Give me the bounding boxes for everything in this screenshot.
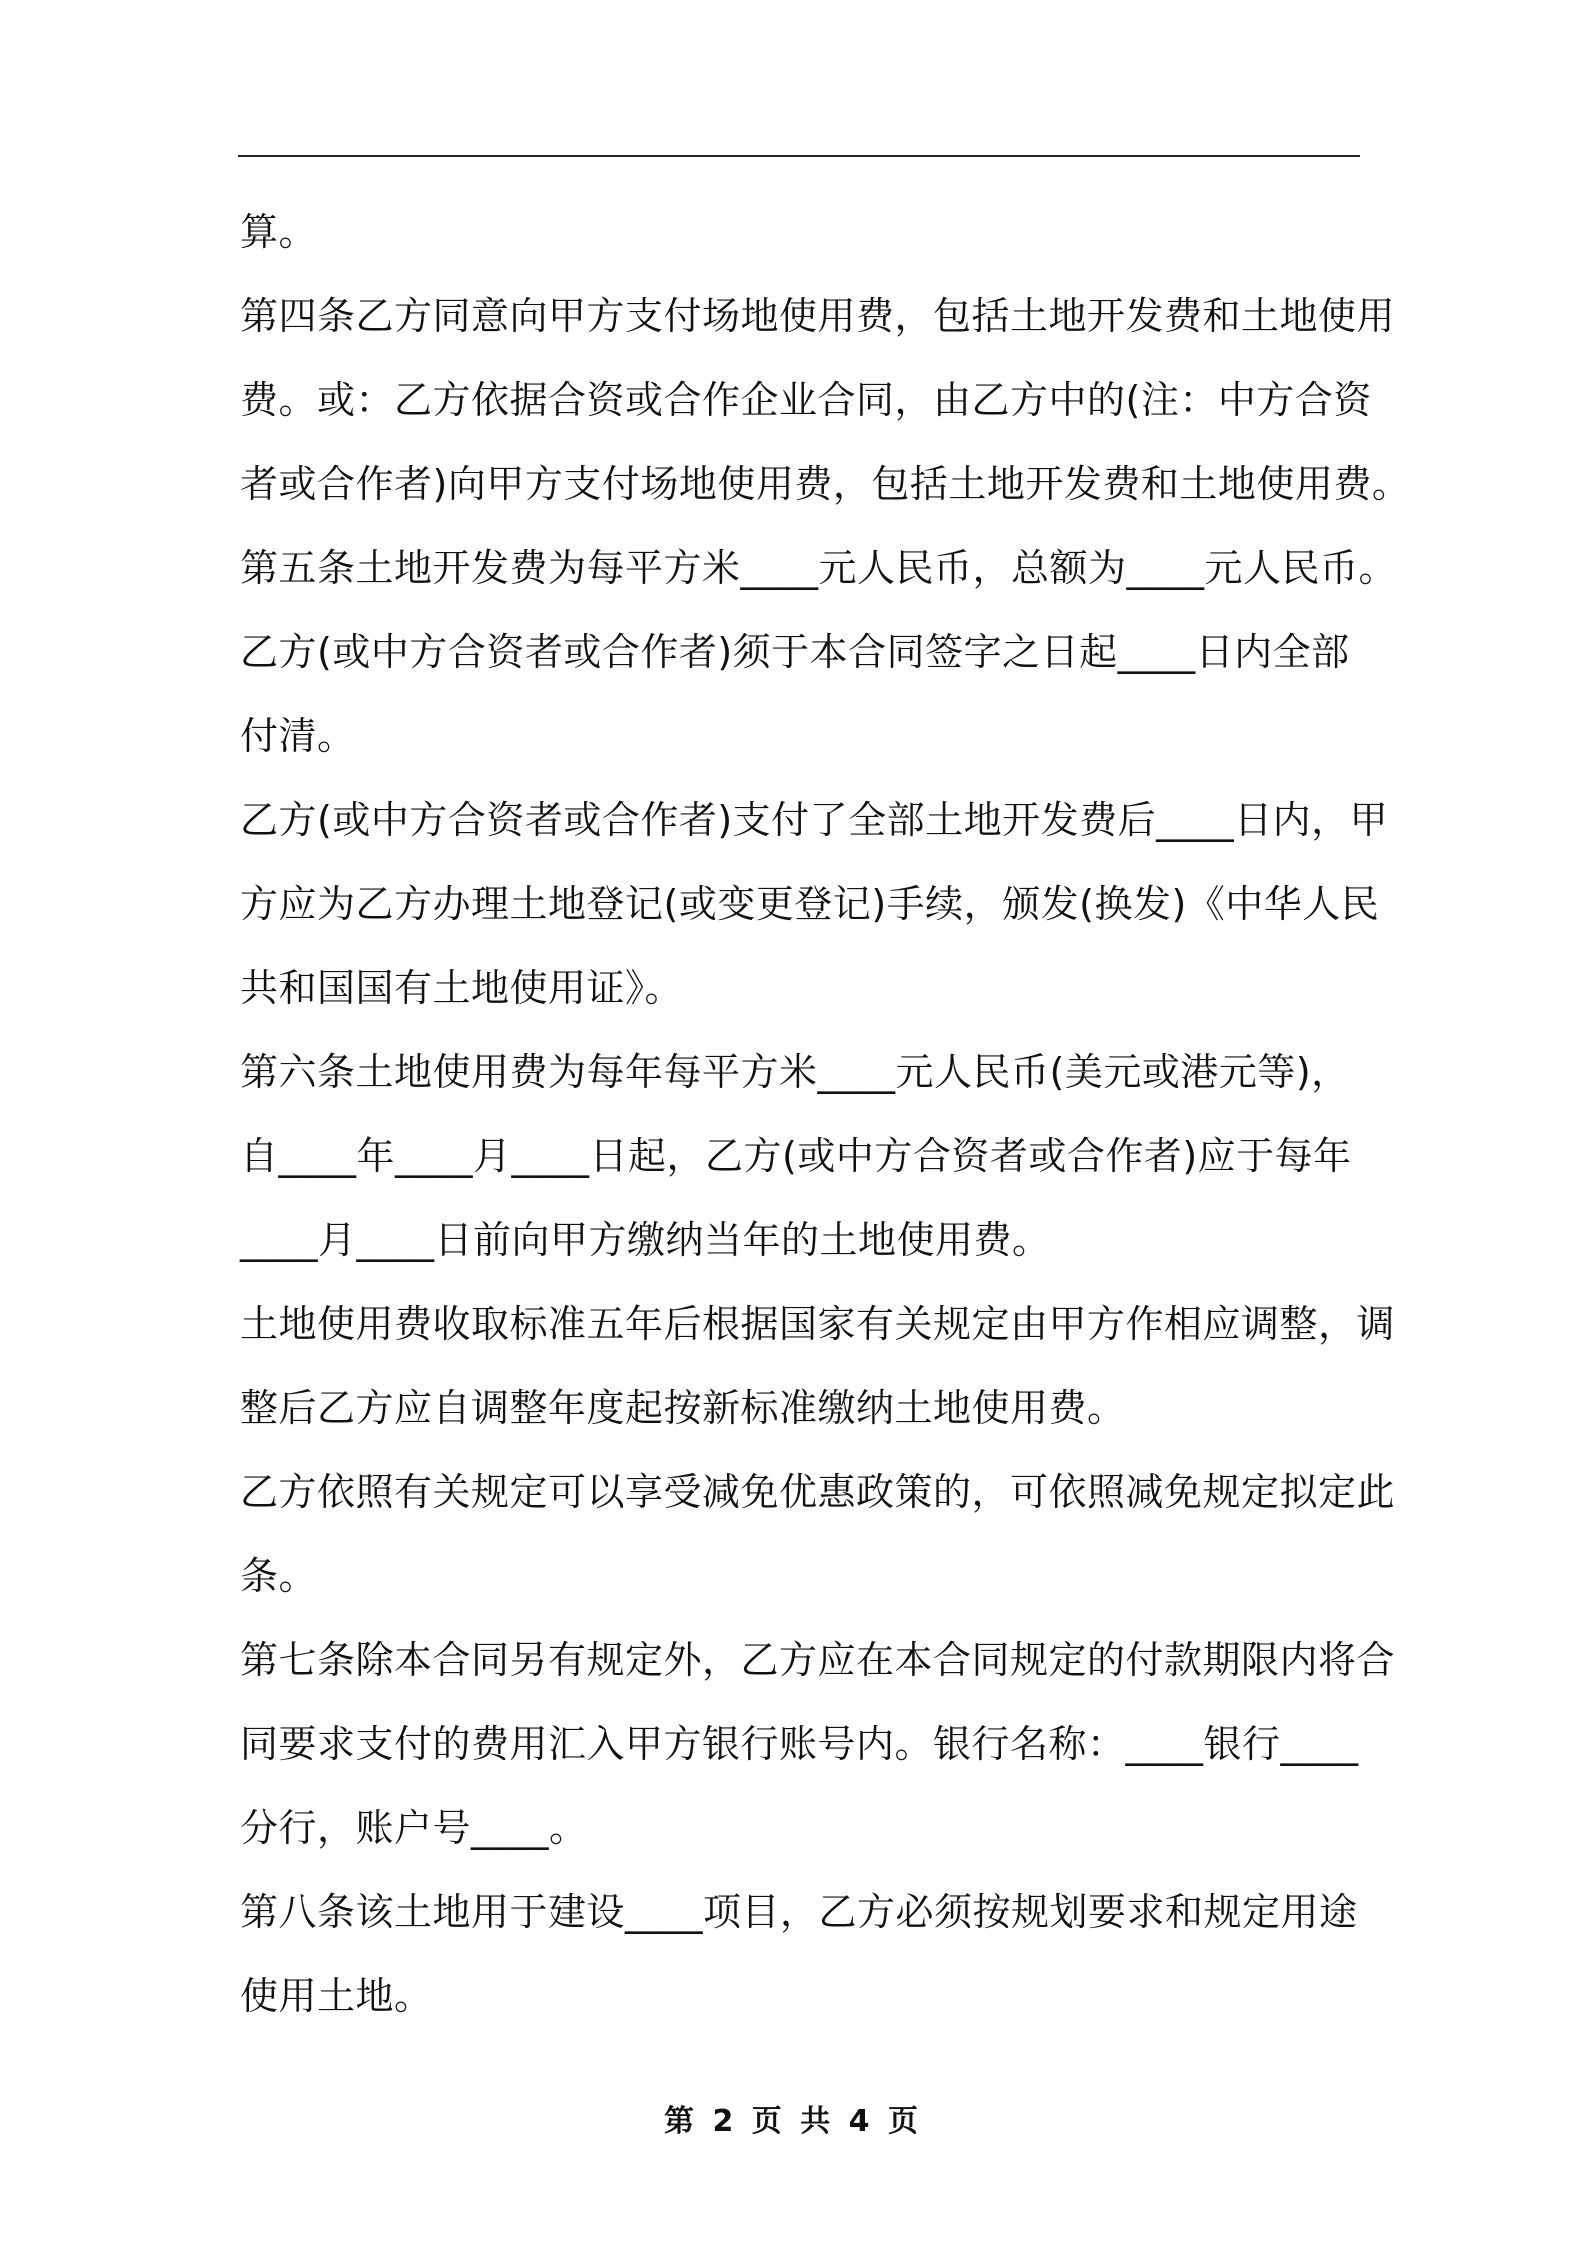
- text-line: 费。或：乙方依据合资或合作企业合同，由乙方中的(注：中方合资: [240, 378, 1372, 422]
- text-line: 共和国国有土地使用证》。: [240, 966, 684, 1010]
- text-line: 乙方(或中方合资者或合作者)支付了全部土地开发费后____日内，甲: [240, 798, 1389, 842]
- text-line: 同要求支付的费用汇入甲方银行账号内。银行名称：____银行____: [240, 1722, 1359, 1766]
- text-line: 自____年____月____日起，乙方(或中方合资者或合作者)应于每年: [240, 1134, 1352, 1178]
- document-body: [240, 190, 1411, 2038]
- text-line: 第四条乙方同意向甲方支付场地使用费，包括土地开发费和土地使用: [240, 294, 1396, 338]
- text-line: 第七条除本合同另有规定外，乙方应在本合同规定的付款期限内将合: [240, 1638, 1396, 1682]
- text-line: 条。: [240, 1554, 318, 1598]
- text-line: 算。: [240, 210, 318, 254]
- text-line: 者或合作者)向甲方支付场地使用费，包括土地开发费和土地使用费。: [240, 462, 1411, 506]
- text-line: 第八条该土地用于建设____项目，乙方必须按规划要求和规定用途: [240, 1890, 1358, 1934]
- text-line: 方应为乙方办理土地登记(或变更登记)手续，颁发(换发)《中华人民: [240, 882, 1380, 926]
- header-rule: [238, 155, 1360, 157]
- text-line: ____月____日前向甲方缴纳当年的土地使用费。: [240, 1218, 1051, 1262]
- text-line: 使用土地。: [240, 1974, 433, 2018]
- text-line: 付清。: [240, 714, 356, 758]
- text-line: 第五条土地开发费为每平方米____元人民币，总额为____元人民币。: [240, 546, 1398, 590]
- text-line: 乙方依照有关规定可以享受减免优惠政策的，可依照减免规定拟定此: [240, 1470, 1396, 1514]
- text-line: 土地使用费收取标准五年后根据国家有关规定由甲方作相应调整，调: [240, 1302, 1396, 1346]
- text-line: 第六条土地使用费为每年每平方米____元人民币(美元或港元等)，: [240, 1050, 1350, 1094]
- text-line: 乙方(或中方合资者或合作者)须于本合同签字之日起____日内全部: [240, 630, 1350, 674]
- page-number-footer: 第 2 页 共 4 页: [664, 2104, 922, 2139]
- text-line: 分行，账户号____。: [240, 1806, 588, 1850]
- text-line: 整后乙方应自调整年度起按新标准缴纳土地使用费。: [240, 1386, 1126, 1430]
